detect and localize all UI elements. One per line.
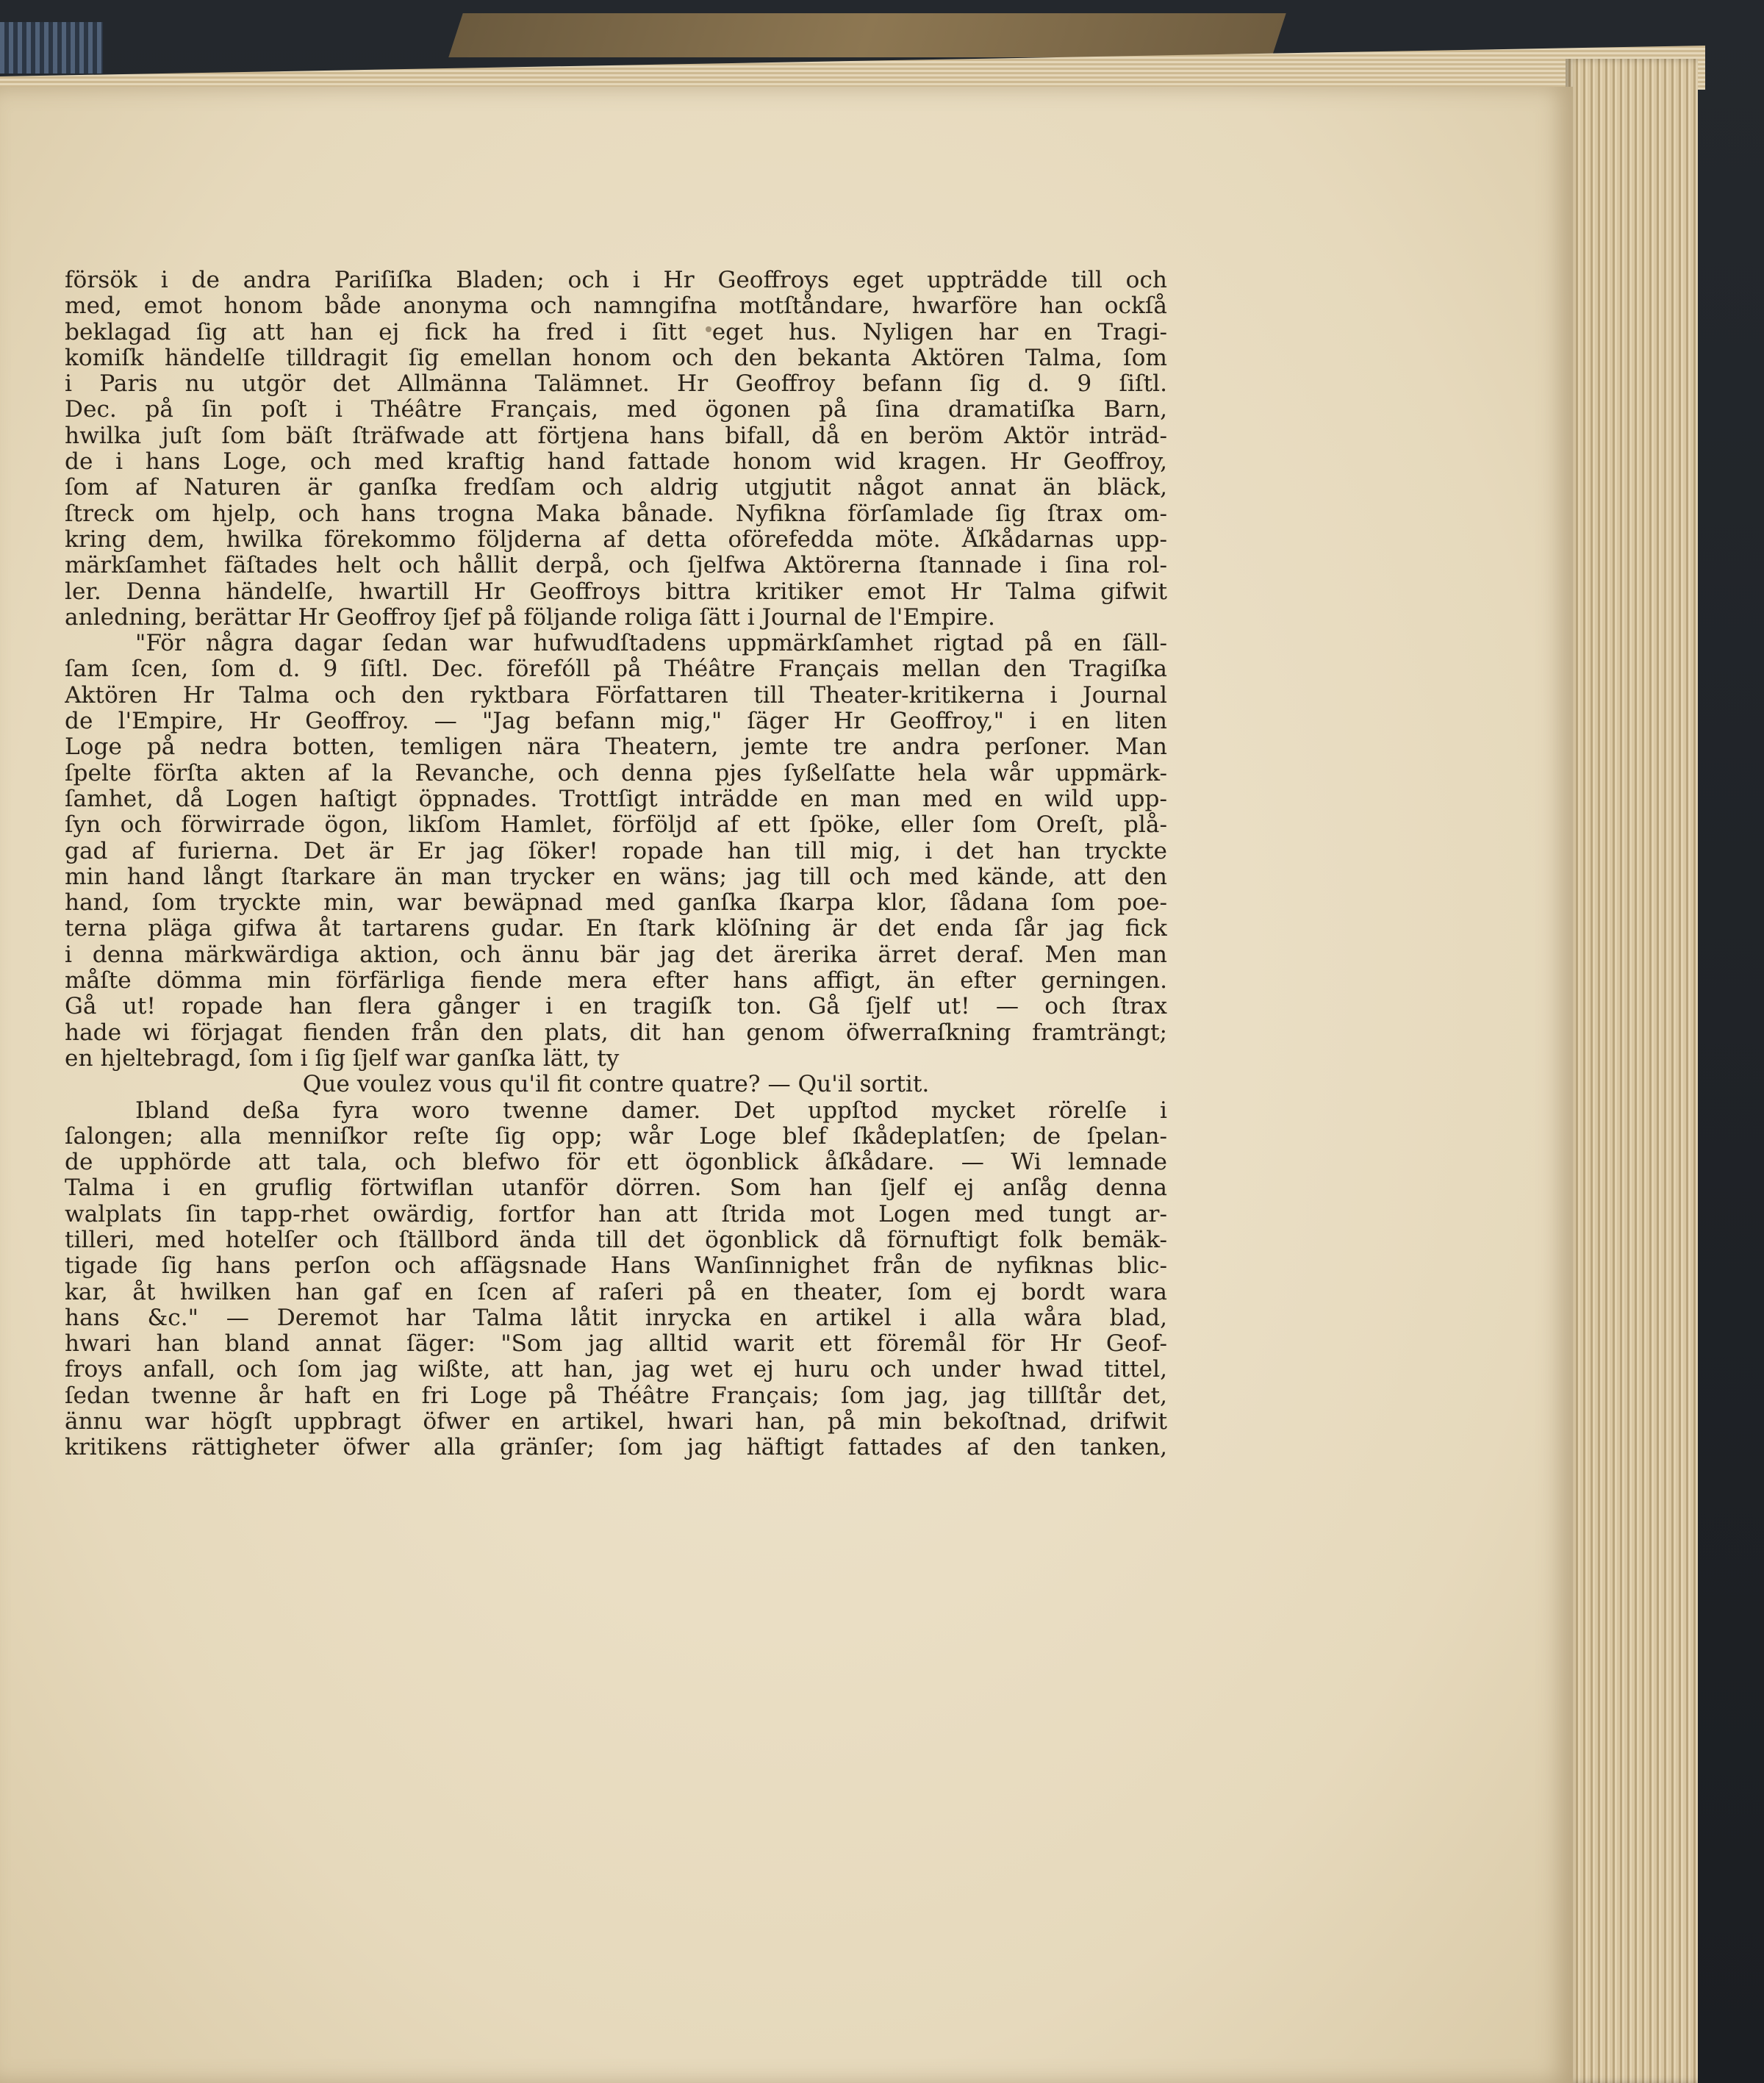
text-line: beklagad ſig att han ej fick ha fred i ſitt eget hus. Nyligen har en Tragi- (65, 319, 1167, 345)
text-line: de l'Empire, Hr Geoffroy. — "Jag befann mig," ſäger Hr Geoffroy," i en liten (65, 709, 1167, 735)
text-line: kar, åt hwilken han gaf en ſcen af raſeri på en theater, ſom ej bordt wara (65, 1279, 1167, 1305)
text-line: ler. Denna händelſe, hwartill Hr Geoffroys bittra kritiker emot Hr Talma gifwit (65, 578, 1167, 605)
text-line: kring dem, hwilka förekommo följderna af detta oförefedda möte. Åſkådarnas upp- (65, 526, 1167, 553)
text-line: Gå ut! ropade han flera gånger i en tragiſk ton. Gå ſjelf ut! — och ſtrax (65, 994, 1167, 1020)
text-line: min hand långt ſtarkare än man trycker en wäns; jag till och med kände, att den (65, 864, 1167, 890)
text-line: hwilka juſt ſom bäſt ſträfwade att förtjena hans bifall, då en beröm Aktör inträd- (65, 423, 1167, 449)
text-line: de i hans Loge, och med kraftig hand fattade honom wid kragen. Hr Geoffroy, (65, 449, 1167, 476)
text-line: hand, ſom tryckte min, war bewäpnad med ganſka ſkarpa klor, ſådana ſom poe- (65, 890, 1167, 917)
text-line: ſpelte förſta akten af la Revanche, och denna pjes ſyßelſatte hela wår uppmärk- (65, 760, 1167, 786)
text-line: ſyn och förwirrade ögon, likſom Hamlet, förföljd af ett ſpöke, eller ſom Oreſt, plå- (65, 812, 1167, 839)
text-line: hwari han bland annat ſäger: "Som jag alltid warit ett föremål för Hr Geof- (65, 1331, 1167, 1358)
text-line: i Paris nu utgör det Allmänna Talämnet. Hr Geoffroy befann ſig d. 9 ſiſtl. (65, 371, 1167, 398)
text-line: hade wi förjagat fienden från den plats, dit han genom öfwerraſkning framträngt; (65, 1019, 1167, 1046)
page-block-side-edge (1566, 59, 1698, 2083)
text-line: ſam ſcen, ſom d. 9 ſiſtl. Dec. förefóll på Théâtre Français mellan den Tragiſka (65, 656, 1167, 683)
text-line: måſte dömma min förfärliga fiende mera efter hans affigt, än efter gerningen. (65, 968, 1167, 994)
cover-band (448, 13, 1286, 57)
text-line: walplats ſin tapp-rhet owärdig, fortfor han att ſtrida mot Logen med tungt ar- (65, 1201, 1167, 1227)
text-line: ſom af Naturen är ganſka fredſam och aldrig utgjutit något annat än bläck, (65, 475, 1167, 501)
text-line: terna pläga gifwa åt tartarens gudar. En ſtark klöſning är det enda ſår jag fick (65, 916, 1167, 942)
paragraph-3 (65, 1098, 1167, 1461)
text-line: ännu war högſt uppbragt öfwer en artikel, hwari han, på min bekoſtnad, drifwit (65, 1409, 1167, 1435)
text-line: kritikens rättigheter öfwer alla gränſer; ſom jag häftigt fattades af den tanken, (65, 1435, 1167, 1461)
text-line: Ibland deßa fyra woro twenne damer. Det uppſtod mycket rörelſe i (135, 1097, 1167, 1124)
text-line: tigade ſig hans perſon och afſägsnade Hans Wanſinnighet från de nyfiknas blic- (65, 1253, 1167, 1280)
text-line: Loge på nedra botten, temligen nära Theatern, jemte tre andra perſoner. Man (65, 734, 1167, 761)
text-line: märkſamhet fäſtades helt och hållit derpå, och ſjelfwa Aktörerna ſtannade i ſina rol- (65, 553, 1167, 579)
text-line: Dec. på ſin poſt i Théâtre Français, med ögonen på ſina dramatiſka Barn, (65, 397, 1167, 423)
text-line: ſedan twenne år haft en fri Loge på Théâtre Français; ſom jag, jag tillſtår det, (65, 1383, 1167, 1409)
binding-thread (0, 22, 103, 74)
text-line: anledning, berättar Hr Geoffroy ſjef på följande roliga ſätt i Journal de l'Empire. (65, 604, 995, 631)
text-line: en hjeltebragd, ſom i ſig ſjelf war ganſka lätt, ty (65, 1045, 620, 1072)
text-line: gad af furierna. Det är Er jag ſöker! ropade han till mig, i det han tryckte (65, 838, 1167, 864)
text-line: komiſk händelſe tilldragit ſig emellan honom och den bekanta Aktören Talma, ſom (65, 345, 1167, 371)
text-line: de upphörde att tala, och blefwo för ett ögonblick åſkådare. — Wi lemnade (65, 1150, 1167, 1176)
text-line: ſalongen; alla menniſkor reſte ſig opp; wår Loge blef ſkådeplatſen; de ſpelan- (65, 1123, 1167, 1150)
paragraph-1 (65, 268, 1167, 631)
text-line: försök i de andra Pariſiſka Bladen; och i Hr Geoffroys eget uppträdde till och (65, 268, 1167, 293)
text-line: med, emot honom både anonyma och namngifna motſtåndare, hwarföre han ockſå (65, 293, 1167, 320)
text-line: Aktören Hr Talma och den ryktbara Författaren till Theater-kritikerna i Journal (65, 682, 1167, 709)
quote-line: Que voulez vous qu'il fit contre quatre? — Qu'il sortit. (302, 1072, 930, 1098)
text-line: tilleri, med hotelſer och ſtällbord ända till det ögonblick då förnuftigt folk bemäk- (65, 1227, 1167, 1253)
page-text (65, 268, 1167, 1461)
paragraph-2 (65, 631, 1167, 1097)
text-line: "För några dagar ſedan war hufwudſtadens uppmärkſamhet rigtad på en ſäll- (135, 631, 1167, 657)
text-line: froys anfall, och ſom jag wißte, att han, jag wet ej huru och under hwad tittel, (65, 1357, 1167, 1383)
text-line: ſtreck om hjelp, och hans trogna Maka bånade. Nyfikna förſamlade ſig ſtrax om- (65, 501, 1167, 527)
text-line: hans &c." — Deremot har Talma låtit inrycka en artikel i alla wåra blad, (65, 1305, 1167, 1331)
text-line: i denna märkwärdiga aktion, och ännu bär jag det ärerika ärret deraf. Men man (65, 942, 1167, 968)
text-line: Talma i en gruflig förtwiflan utanför dörren. Som han ſjelf ej anſåg denna (65, 1175, 1167, 1202)
text-line: ſamhet, då Logen haſtigt öppnades. Trottſigt inträdde en man med en wild upp- (65, 786, 1167, 812)
